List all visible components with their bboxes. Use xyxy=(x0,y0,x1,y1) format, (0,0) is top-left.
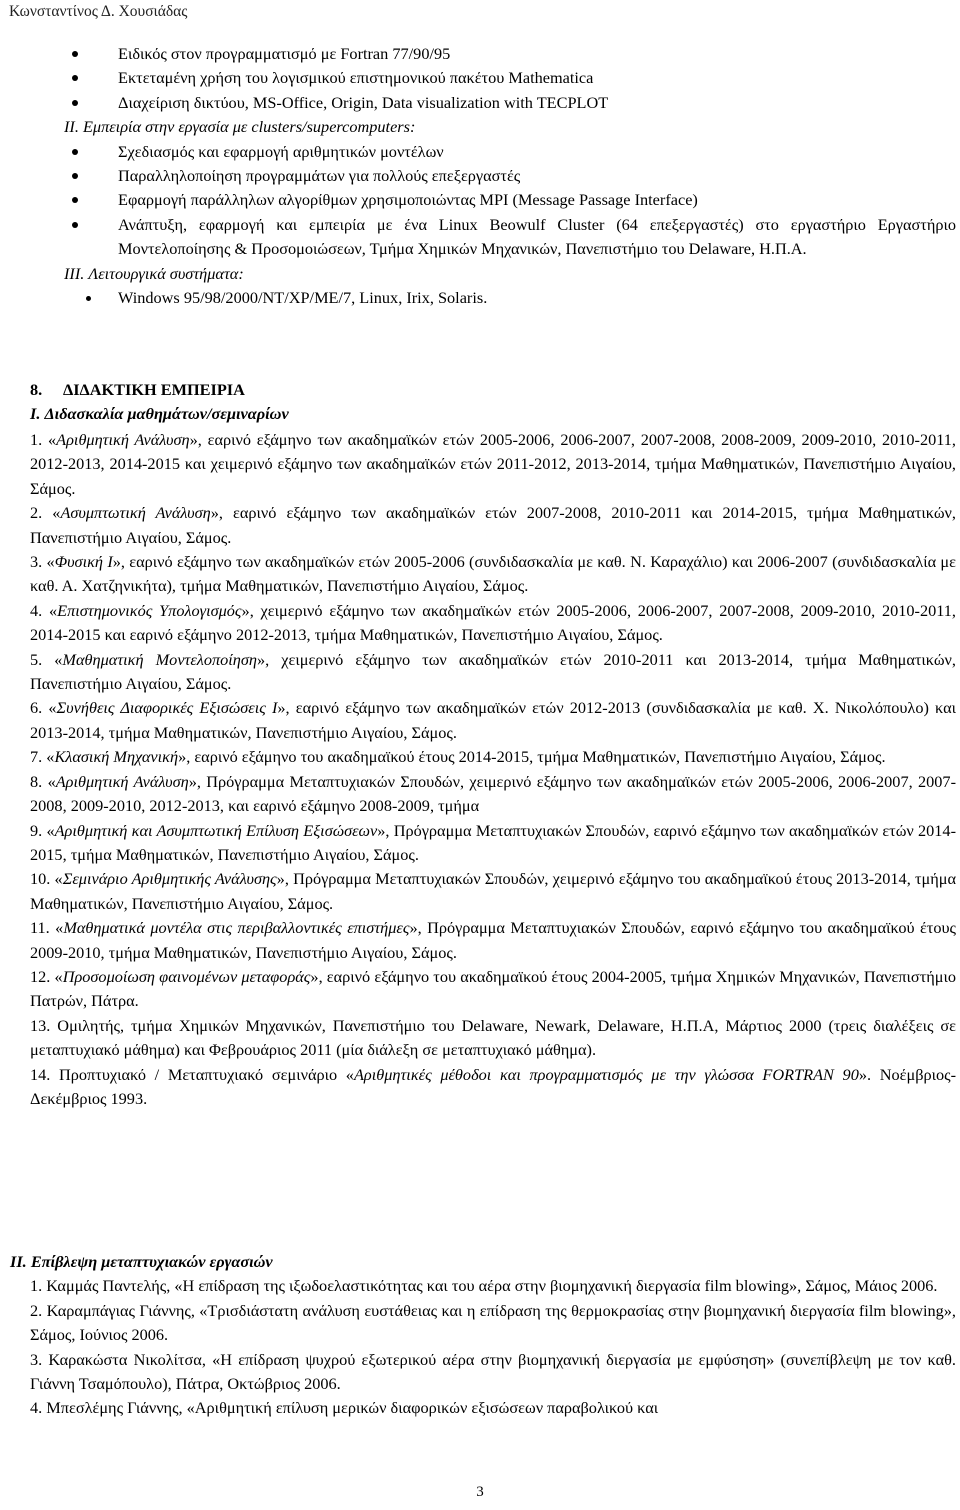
list-item: 3. Καρακώστα Νικολίτσα, «Η επίδραση ψυχρού εξωτερικού αέρα στην βιομηχανική διεργασία με εμφύσηση» (συνεπίβλεψη με τον καθ. Γιάννη Τσαμόπουλο), Πάτρα, Οκτώβριος 2006. xyxy=(30,1349,956,1394)
list-item: 3. «Φυσική Ι», εαρινό εξάμηνο των ακαδημαϊκών ετών 2005-2006 (συνδιδασκαλία με καθ. Ν. Καραχάλιο) και 2006-2007 (συνδιδασκαλία με καθ. Α. Χατζηνικήτα), τμήμα Μαθηματικών, Πανεπιστήμιο Αιγαίου, Σάμος. xyxy=(30,552,956,596)
list-item: 1. «Αριθμητική Ανάλυση», εαρινό εξάμηνο των ακαδημαϊκών ετών 2005-2006, 2006-2007, 2007-2008, 2008-2009, 2009-2010, 2010-2011, 2012-2013, 2014-2015 και χειμερινό εξάμηνο των ακαδημαϊκών ετών 2011-2012, 2013-2014, τμήμα Μαθηματικών, Πανεπιστήμιο Αιγαίου, Σάμος. xyxy=(30,430,956,498)
bullet-item: Διαχείριση δικτύου, MS-Office, Origin, Data visualization with TECPLOT xyxy=(30,91,956,115)
subsection-title: I. Διδασκαλία μαθημάτων/σεμιναρίων xyxy=(30,404,289,424)
bullet-item: Ειδικός στον προγραμματισμό με Fortran 77/90/95 xyxy=(30,42,956,66)
list-item: 13. Ομιλητής, τμήμα Χημικών Μηχανικών, Πανεπιστήμιο του Delaware, Newark, Delaware, Η.Π.Α, Μάρτιος 2000 (τρεις διαλέξεις σε μεταπτυχιακό μάθημα) και Φεβρουάριος 2011 (μία διάλεξη σε μεταπτυχιακό μάθημα). xyxy=(30,1015,956,1060)
bullet-icon xyxy=(72,173,78,179)
author-header: Κωνσταντίνος Δ. Χουσιάδας xyxy=(9,3,188,20)
list-item: 2. Καραμπάγιας Γιάννης, «Τρισδιάστατη ανάλυση ευστάθειας και η επίδραση της θερμοκρασίας στην βιομηχανική διεργασία film blowing», Σάμος, Ιούνιος 2006. xyxy=(30,1300,956,1345)
bullet-icon xyxy=(72,197,78,203)
bullet-icon xyxy=(86,296,91,301)
list-item: 11. «Μαθηματικά μοντέλα στις περιβαλλοντικές επιστήμες», Πρόγραμμα Μεταπτυχιακών Σπουδών, εαρινό εξάμηνο του ακαδημαϊκού έτους 2009-2010, τμήμα Μαθηματικών, Πανεπιστήμιο Αιγαίου, Σάμος. xyxy=(30,918,956,962)
section-number: 8. xyxy=(30,380,43,399)
list-item: 14. Προπτυχιακό / Μεταπτυχιακό σεμινάριο «Αριθμητικές μέθοδοι και προγραμματισμός με την γλώσσα FORTRAN 90». Νοέμβριος-Δεκέμβριος 1993. xyxy=(30,1064,956,1108)
list-item: 9. «Αριθμητική και Ασυμπτωτική Επίλυση Εξισώσεων», Πρόγραμμα Μεταπτυχιακών Σπουδών, εαρινό εξάμηνο των ακαδημαϊκών ετών 2014-2015, τμήμα Μαθηματικών, Πανεπιστήμιο Αιγαίου, Σάμος. xyxy=(30,820,956,864)
bullet-item: Παραλληλοποίηση προγραμμάτων για πολλούς επεξεργαστές xyxy=(30,164,956,188)
bullet-item: Εφαρμογή παράλληλων αλγορίθμων χρησιμοποιώντας MPI (Message Passage Interface) xyxy=(30,188,956,212)
bullet-item: Ανάπτυξη, εφαρμογή και εμπειρία με ένα Linux Beowulf Cluster (64 επεξεργαστές) στο εργαστήριο Εργαστήριο Μοντελοποίησης & Προσομοιώσεων, Τμήμα Χημικών Μηχανικών, Πανεπιστήμιο του Delaware, Η.Π.Α. xyxy=(30,213,956,262)
section-title: ΔΙΔΑΚΤΙΚΗ ΕΜΠΕΙΡΙΑ xyxy=(63,380,245,399)
teaching-list xyxy=(30,428,956,1111)
list-item: 10. «Σεμινάριο Αριθμητικής Ανάλυσης», Πρόγραμμα Μεταπτυχιακών Σπουδών, χειμερινό εξάμηνο του ακαδημαϊκού έτους 2013-2014, τμήμα Μαθηματικών, Πανεπιστήμιο Αιγαίου, Σάμος. xyxy=(30,869,956,913)
list-item: 12. «Προσομοίωση φαινομένων μεταφοράς», εαρινό εξάμηνο του ακαδημαϊκού έτους 2004-2005, τμήμα Χημικών Μηχανικών, Πανεπιστήμιο Πατρών, Πάτρα. xyxy=(30,966,956,1011)
subsection-title: II. Επίβλεψη μεταπτυχιακών εργασιών xyxy=(10,1252,273,1271)
subsection-title: II. Εμπειρία στην εργασία με clusters/supercomputers: xyxy=(64,117,416,137)
list-item: 2. «Ασυμπτωτική Ανάλυση», εαρινό εξάμηνο των ακαδημαϊκών ετών 2007-2008, 2010-2011 και 2014-2015, τμήμα Μαθηματικών, Πανεπιστήμιο Αιγαίου, Σάμος. xyxy=(30,503,956,547)
supervision-block xyxy=(10,1250,956,1421)
bullet-icon xyxy=(72,149,78,155)
list-item: 6. «Συνήθεις Διαφορικές Εξισώσεις Ι», εαρινό εξάμηνο των ακαδημαϊκών ετών 2012-2013 (συνδιδασκαλία με καθ. Χ. Νικολόπουλο) και 2013-2014, τμήμα Μαθηματικών, Πανεπιστήμιο Αιγαίου, Σάμος. xyxy=(30,698,956,742)
bullet-icon xyxy=(72,75,78,81)
page-number: 3 xyxy=(476,1484,484,1500)
bullet-item: Windows 95/98/2000/NT/XP/ME/7, Linux, Irix, Solaris. xyxy=(30,286,956,310)
bullet-icon xyxy=(72,51,78,57)
bullet-item: Σχεδιασμός και εφαρμογή αριθμητικών μοντέλων xyxy=(30,140,956,164)
list-item: 4. «Επιστημονικός Υπολογισμός», χειμερινό εξάμηνο των ακαδημαϊκών ετών 2005-2006, 2006-2007, 2007-2008, 2009-2010, 2010-2011, 2014-2015 και εαρινό εξάμηνο 2012-2013, τμήμα Μαθηματικών, Πανεπιστήμιο Αιγαίου, Σάμος. xyxy=(30,600,956,645)
list-item: 1. Καμμάς Παντελής, «Η επίδραση της ιξωδοελαστικότητας και του αέρα στην βιομηχανική διεργασία film blowing», Σάμος, Μάιος 2006. xyxy=(30,1276,938,1296)
list-item: 5. «Μαθηματική Μοντελοποίηση», χειμερινό εξάμηνο των ακαδημαϊκών ετών 2010-2011 και 2013-2014, τμήμα Μαθηματικών, Πανεπιστήμιο Αιγαίου, Σάμος. xyxy=(30,649,956,694)
section-heading xyxy=(30,378,956,427)
list-item: 4. Μπεσλέμης Γιάννης, «Αριθμητική επίλυση μερικών διαφορικών εξισώσεων παραβολικού και xyxy=(30,1398,659,1418)
subsection-title: III. Λειτουργικά συστήματα: xyxy=(64,263,244,283)
skills-block xyxy=(30,42,956,310)
bullet-item: Εκτεταμένη χρήση του λογισμικού επιστημονικού πακέτου Mathematica xyxy=(30,66,956,90)
bullet-icon xyxy=(72,222,78,228)
list-item: 8. «Αριθμητική Ανάλυση», Πρόγραμμα Μεταπτυχιακών Σπουδών, χειμερινό εξάμηνο των ακαδημαϊκών ετών 2005-2006, 2006-2007, 2007-2008, 2009-2010, 2012-2013, και εαρινό εξάμηνο 2008-2009, τμήμα xyxy=(30,771,956,816)
bullet-icon xyxy=(72,100,78,106)
list-item: 7. «Κλασική Μηχανική», εαρινό εξάμηνο του ακαδημαϊκού έτους 2014-2015, τμήμα Μαθηματικών, Πανεπιστήμιο Αιγαίου, Σάμος. xyxy=(30,747,886,767)
